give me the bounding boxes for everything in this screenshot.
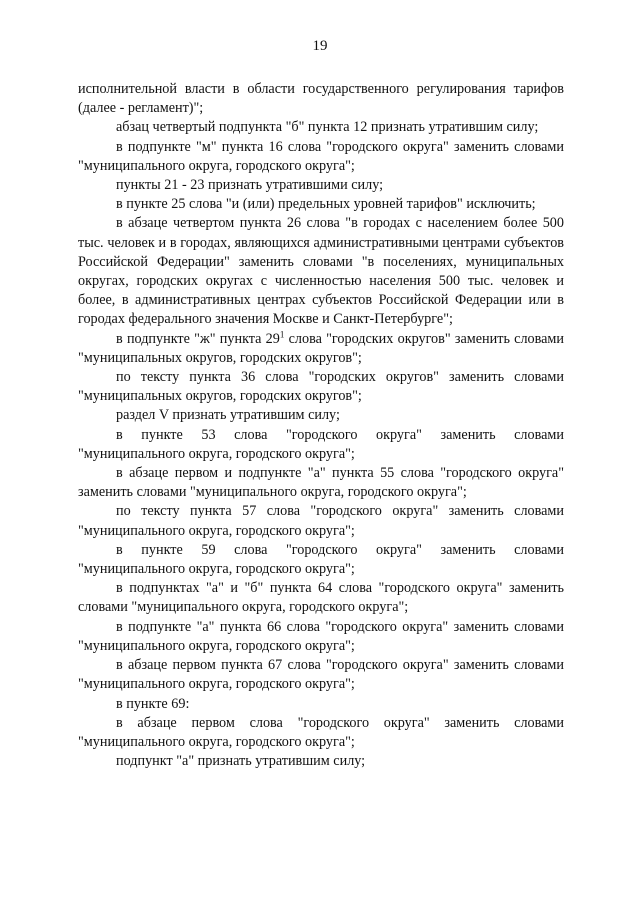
- paragraph: подпункт "а" признать утратившим силу;: [116, 753, 366, 770]
- paragraph: в абзаце четвертом пункта 26 слова "в городах с населением более 500 тыс. человек и в городах, являющихся административными центрами субъектов Российской Федерации" заменить словами "в поселениях, муниципальных округах, городских округах с численностью населения 500 тыс. человек и более, в административных центрах субъектов Российской Федерации или в городах федерального значения Москве и Санкт-Петербурге";: [78, 215, 564, 328]
- paragraph: пункты 21 - 23 признать утратившими силу;: [116, 177, 384, 194]
- paragraph: в абзаце первом слова "городского округа" заменить словами "муниципального округа, городского округа";: [78, 714, 564, 750]
- superscript: 1: [279, 328, 285, 339]
- paragraph-with-superscript: [78, 330, 564, 368]
- paragraph: в пункте 25 слова "и (или) предельных уровней тарифов" исключить;: [116, 196, 536, 213]
- document-body: [78, 80, 564, 771]
- paragraph-text-before: в подпункте "ж" пункта 29: [116, 330, 280, 347]
- page-number: 19: [312, 38, 328, 54]
- paragraph: в подпункте "м" пункта 16 слова "городского округа" заменить словами "муниципального округа, городского округа";: [78, 138, 564, 174]
- paragraph: по тексту пункта 36 слова "городских округов" заменить словами "муниципальных округов, городских округов";: [78, 369, 564, 405]
- paragraph: в абзаце первом и подпункте "а" пункта 55 слова "городского округа" заменить словами "муниципального округа, городского округа";: [78, 465, 564, 501]
- paragraph: в пункте 53 слова "городского округа" заменить словами "муниципального округа, городского округа";: [78, 426, 564, 462]
- paragraph: в абзаце первом пункта 67 слова "городского округа" заменить словами "муниципального округа, городского округа";: [78, 657, 564, 693]
- paragraph: в пункте 69:: [116, 695, 190, 712]
- paragraph: в пункте 59 слова "городского округа" заменить словами "муниципального округа, городского округа";: [78, 541, 564, 578]
- paragraph: в подпункте "а" пункта 66 слова "городского округа" заменить словами "муниципального округа, городского округа";: [78, 618, 564, 654]
- paragraph: в подпунктах "а" и "б" пункта 64 слова "городского округа" заменить словами "муниципального округа, городского округа";: [78, 580, 564, 616]
- paragraph: по тексту пункта 57 слова "городского округа" заменить словами "муниципального округа, городского округа";: [78, 503, 564, 539]
- paragraph-text-after: слова "городских округов" заменить словами "муниципальных округов, городских округов";: [78, 330, 565, 366]
- paragraph-continuation: исполнительной власти в области государственного регулирования тарифов (далее - регламент)";: [78, 81, 564, 117]
- paragraph: раздел V признать утратившим силу;: [116, 407, 340, 424]
- paragraph: абзац четвертый подпункта "б" пункта 12 признать утратившим силу;: [116, 119, 539, 136]
